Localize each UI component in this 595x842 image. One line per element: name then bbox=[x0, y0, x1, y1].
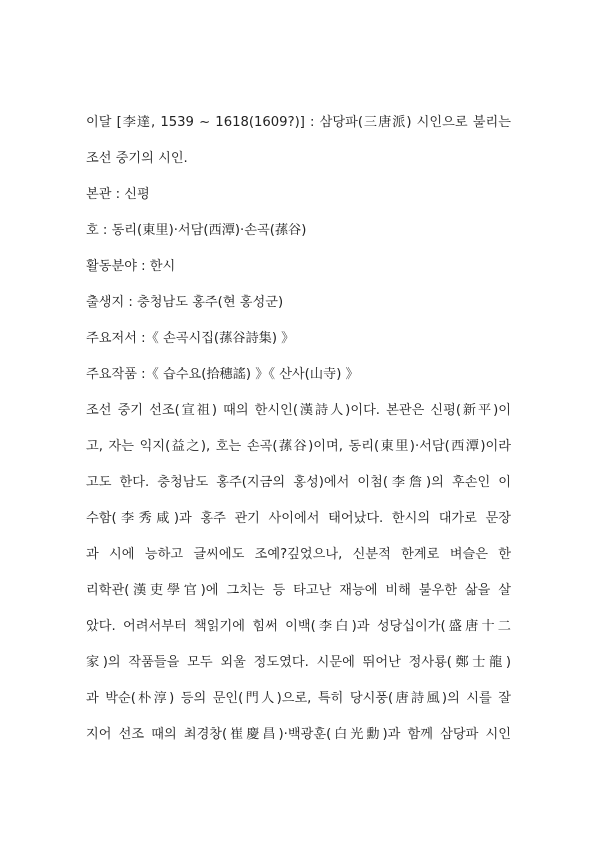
meta-birthplace: 출생지 : 충청남도 홍주(현 홍성군) bbox=[86, 295, 284, 310]
header-line-2: 조선 중기의 시인. bbox=[86, 151, 188, 166]
meta-major-works-written: 주요저서 :《 손곡시집(蓀谷詩集) 》 bbox=[86, 331, 295, 346]
body-line: 고, 자는 익지(益之), 호는 손곡(蓀谷)이며, 동리(東里)·서담(西潭)이라 bbox=[86, 439, 511, 454]
meta-ho: 호 : 동리(東里)·서담(西潭)·손곡(蓀谷) bbox=[86, 223, 307, 238]
meta-major-works: 주요작품 :《 습수요(拾穗謠) 》《 산사(山寺) 》 bbox=[86, 367, 359, 382]
body-line: 과 박순(朴淳) 등의 문인(門人)으로, 특히 당시풍(唐詩風)의 시를 잘 bbox=[86, 691, 511, 706]
body-line: 고도 한다. 충청남도 홍주(지금의 홍성)에서 이첨(李詹)의 후손인 이 bbox=[86, 475, 511, 490]
body-line: 수함(李秀咸)과 홍주 관기 사이에서 태어났다. 한시의 대가로 문장 bbox=[86, 511, 511, 526]
body-line: 과 시에 능하고 글씨에도 조예?깊었으나, 신분적 한계로 벼슬은 한 bbox=[86, 547, 511, 562]
body-line: 리학관(漢吏學官)에 그치는 등 타고난 재능에 비해 불우한 삶을 살 bbox=[86, 583, 511, 598]
body-line: 조선 중기 선조(宣祖) 때의 한시인(漢詩人)이다. 본관은 신평(新平)이 bbox=[86, 403, 511, 418]
body-line: 家)의 작품들을 모두 외울 정도였다. 시문에 뛰어난 정사룡(鄭士龍) bbox=[86, 655, 511, 670]
header-line-1: 이달 [李達, 1539 ~ 1618(1609?)] : 삼당파(三唐派) 시인으로 불리는 bbox=[86, 115, 511, 130]
body-line: 았다. 어려서부터 책읽기에 힘써 이백(李白)과 성당십이가(盛唐十二 bbox=[86, 619, 511, 634]
meta-bongwan: 본관 : 신평 bbox=[86, 187, 150, 202]
meta-field: 활동분야 : 한시 bbox=[86, 259, 176, 274]
body-line: 지어 선조 때의 최경창(崔慶昌)·백광훈(白光勳)과 함께 삼당파 시인 bbox=[86, 727, 511, 742]
